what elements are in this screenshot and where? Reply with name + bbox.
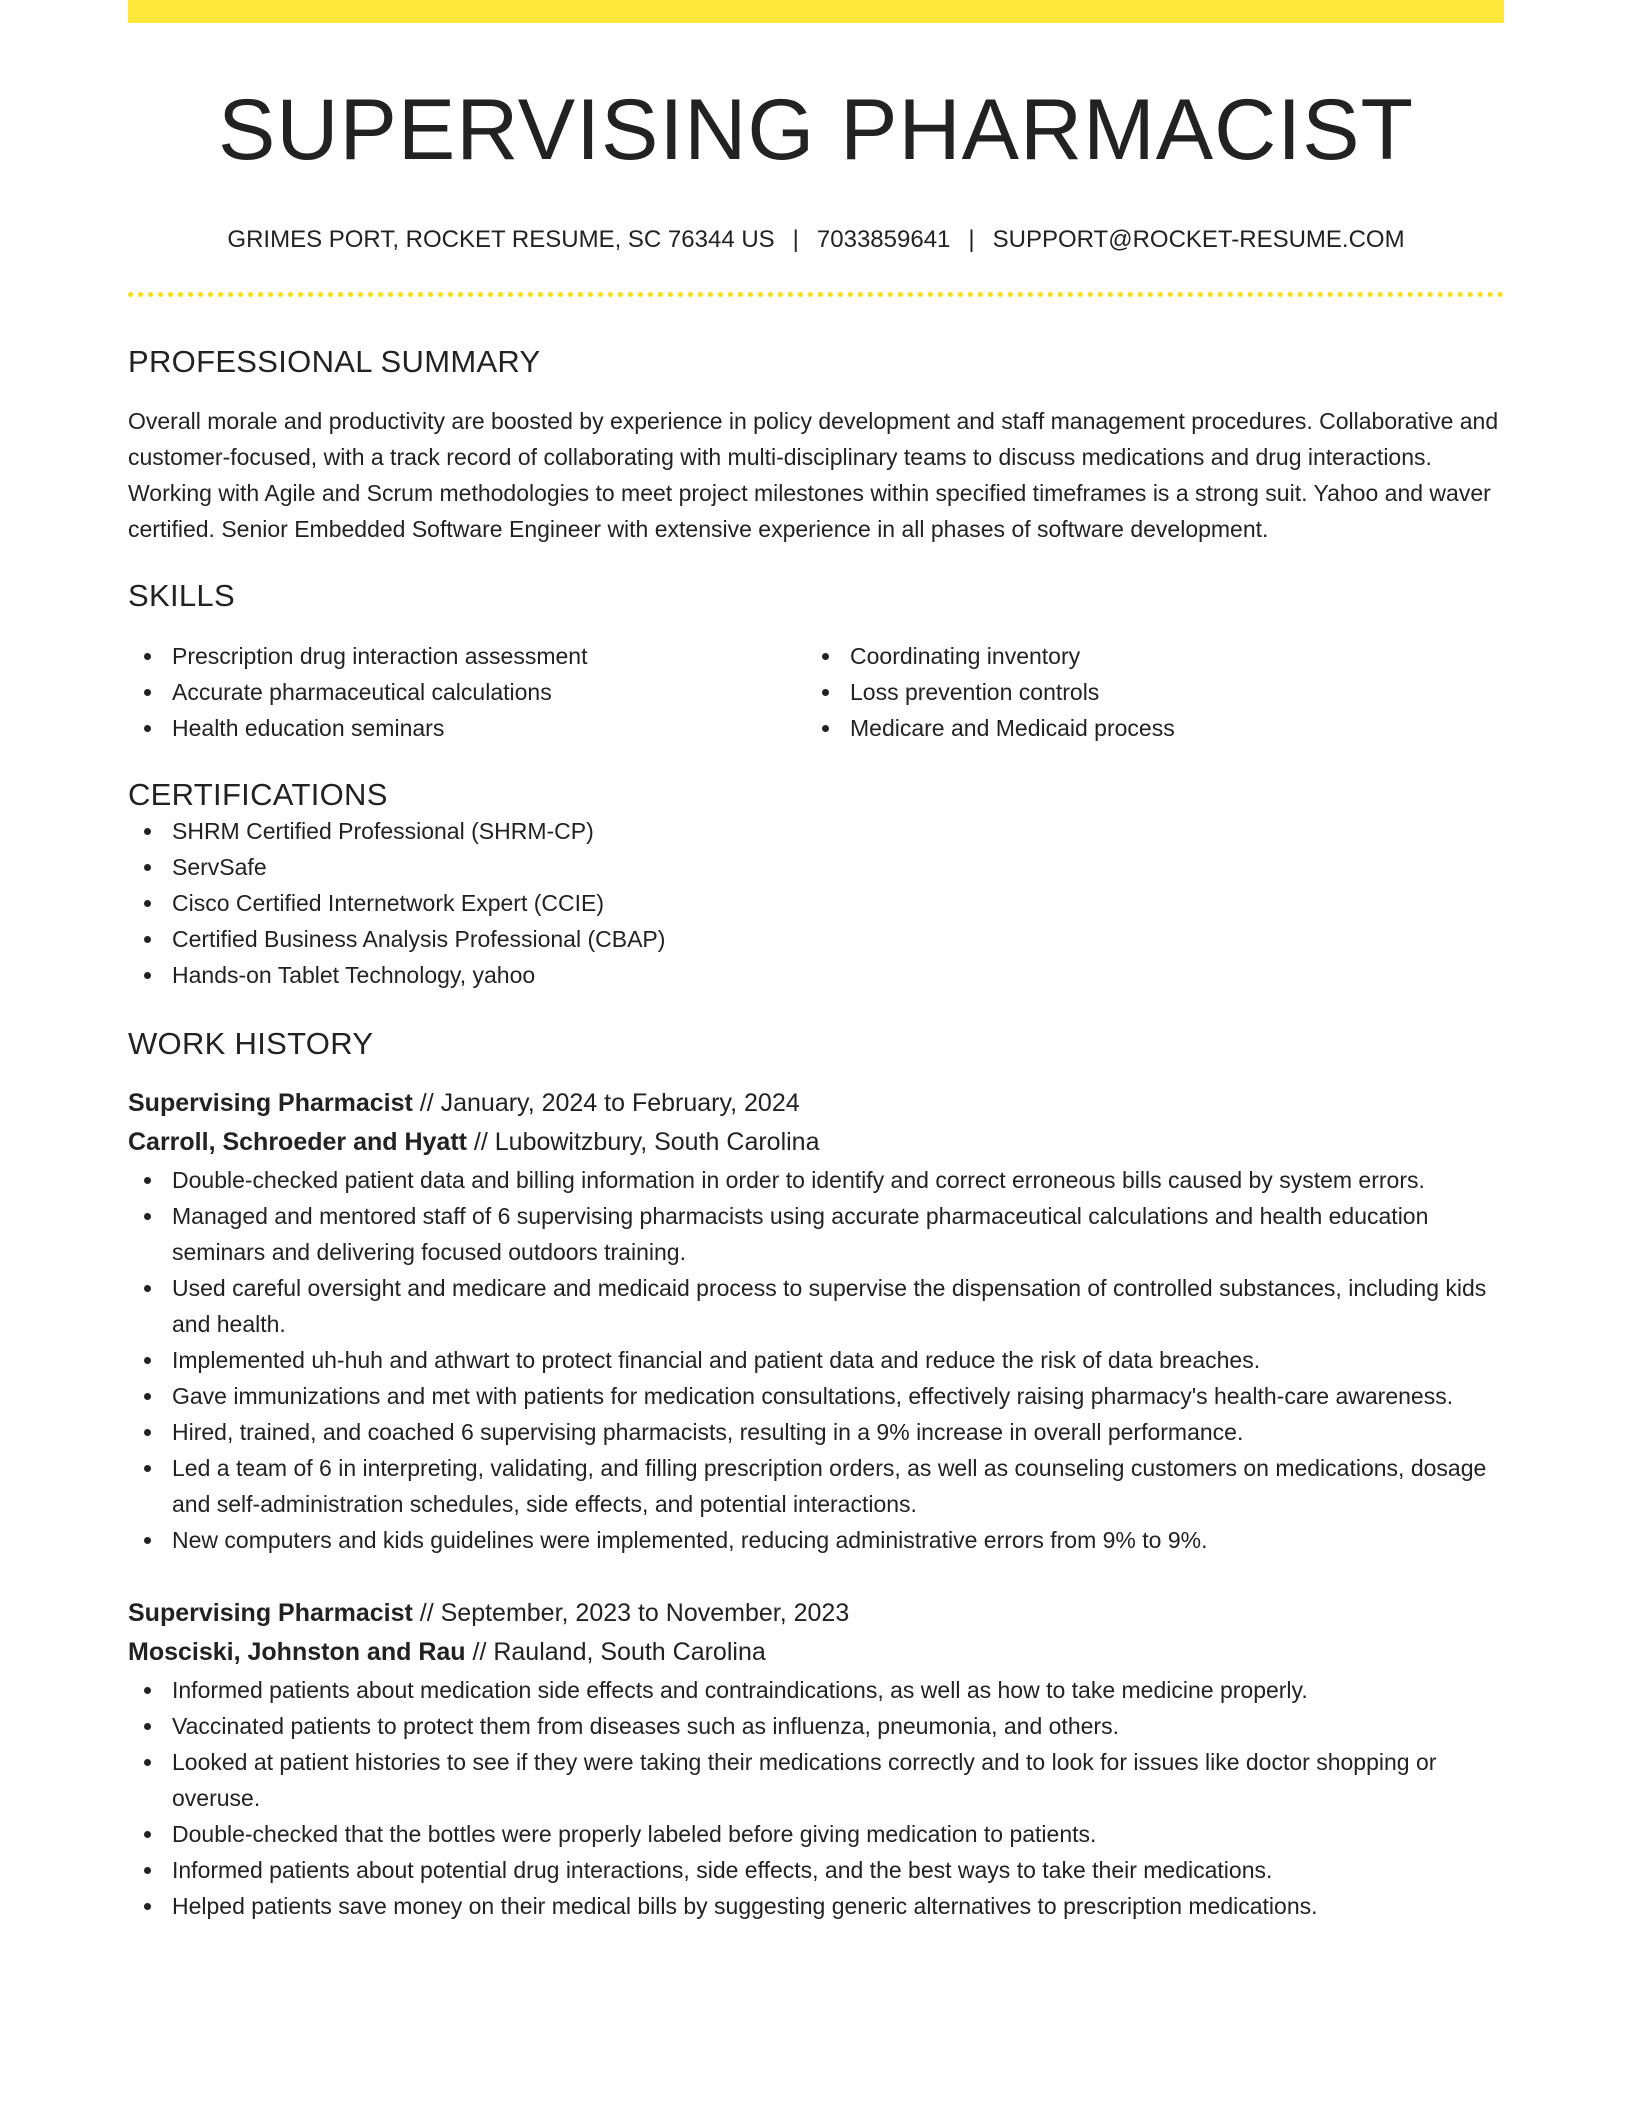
job-bullet: Used careful oversight and medicare and medicaid process to supervise the dispensation of controlled substances, including kids and health. — [128, 1270, 1504, 1342]
job-dates: // September, 2023 to November, 2023 — [412, 1599, 850, 1628]
summary-heading: PROFESSIONAL SUMMARY — [128, 344, 541, 380]
job-bullet: Double-checked patient data and billing information in order to identify and correct erroneous bills caused by system errors. — [128, 1162, 1504, 1198]
job-title-line — [128, 1594, 1504, 1633]
contact-separator: | — [968, 225, 975, 253]
skills-heading: SKILLS — [128, 577, 235, 613]
certification-item: Cisco Certified Internetwork Expert (CCIE) — [128, 885, 1504, 921]
job-title-line — [128, 1084, 1504, 1123]
summary-text: Overall morale and productivity are boosted by experience in policy development and staff management procedures. Collaborative and customer-focused, with a track record of collaborating with multi-disciplinary teams to discuss medications and drug interactions. Working with Agile and Scrum methodologies to meet project milestones within specified timeframes is a strong suit. Yahoo and waver certified. Senior Embedded Software Engineer with extensive experience in all phases of software development. — [128, 407, 1499, 542]
skill-item: Loss prevention controls — [806, 674, 1484, 710]
contact-address: GRIMES PORT, ROCKET RESUME, SC 76344 US — [227, 225, 775, 253]
job-entry — [128, 1084, 1504, 1558]
job-bullet: Double-checked that the bottles were properly labeled before giving medication to patients. — [128, 1816, 1504, 1852]
certification-item: SHRM Certified Professional (SHRM-CP) — [128, 813, 1504, 849]
job-location: // Lubowitzbury, South Carolina — [466, 1128, 820, 1157]
dotted-divider — [128, 292, 1504, 297]
contact-separator: | — [792, 225, 799, 253]
resume-page — [128, 0, 1504, 1924]
skill-item: Coordinating inventory — [806, 638, 1484, 674]
job-company-line — [128, 1123, 1504, 1162]
job-location: // Rauland, South Carolina — [465, 1638, 766, 1667]
certifications-list — [128, 813, 1504, 993]
job-bullet: Managed and mentored staff of 6 supervising pharmacists using accurate pharmaceutical calculations and health education seminars and delivering focused outdoors training. — [128, 1198, 1504, 1270]
job-bullet: Informed patients about potential drug interactions, side effects, and the best ways to take their medications. — [128, 1852, 1504, 1888]
job-company-line — [128, 1633, 1504, 1672]
contact-line — [128, 226, 1504, 255]
certification-item: ServSafe — [128, 849, 1504, 885]
certifications-heading: CERTIFICATIONS — [128, 776, 388, 812]
certification-item: Certified Business Analysis Professional (CBAP) — [128, 921, 1504, 957]
skills-column-right — [806, 638, 1484, 746]
skill-item: Health education seminars — [128, 710, 806, 746]
job-bullet: Looked at patient histories to see if they were taking their medications correctly and to look for issues like doctor shopping or overuse. — [128, 1744, 1504, 1816]
certification-item: Hands-on Tablet Technology, yahoo — [128, 957, 1504, 993]
job-bullet: New computers and kids guidelines were implemented, reducing administrative errors from 9% to 9%. — [128, 1522, 1504, 1558]
skill-item: Medicare and Medicaid process — [806, 710, 1484, 746]
job-bullet: Implemented uh-huh and athwart to protect financial and patient data and reduce the risk of data breaches. — [128, 1342, 1504, 1378]
job-bullet: Informed patients about medication side effects and contraindications, as well as how to take medicine properly. — [128, 1672, 1504, 1708]
job-bullet: Gave immunizations and met with patients for medication consultations, effectively raising pharmacy's health-care awareness. — [128, 1378, 1504, 1414]
job-title: Supervising Pharmacist — [128, 1599, 413, 1628]
accent-bar — [128, 0, 1504, 23]
resume-title: SUPERVISING PHARMACIST — [218, 82, 1414, 178]
skills-column-left — [128, 638, 806, 746]
job-company: Mosciski, Johnston and Rau — [128, 1638, 466, 1667]
contact-email: SUPPORT@ROCKET-RESUME.COM — [992, 225, 1405, 253]
job-bullet-list — [128, 1672, 1504, 1924]
skill-item: Accurate pharmaceutical calculations — [128, 674, 806, 710]
job-bullet: Led a team of 6 in interpreting, validating, and filling prescription orders, as well as counseling customers on medications, dosage and self-administration schedules, side effects, and potential interactions. — [128, 1450, 1504, 1522]
job-bullet: Vaccinated patients to protect them from diseases such as influenza, pneumonia, and others. — [128, 1708, 1504, 1744]
job-bullet: Helped patients save money on their medical bills by suggesting generic alternatives to prescription medications. — [128, 1888, 1504, 1924]
job-entry — [128, 1594, 1504, 1924]
job-dates: // January, 2024 to February, 2024 — [412, 1089, 800, 1118]
job-company: Carroll, Schroeder and Hyatt — [128, 1128, 467, 1157]
job-bullet-list — [128, 1162, 1504, 1558]
work-history-heading: WORK HISTORY — [128, 1025, 374, 1061]
contact-phone: 7033859641 — [816, 225, 951, 253]
job-bullet: Hired, trained, and coached 6 supervising pharmacists, resulting in a 9% increase in overall performance. — [128, 1414, 1504, 1450]
skill-item: Prescription drug interaction assessment — [128, 638, 806, 674]
skills-grid — [128, 638, 1504, 746]
job-title: Supervising Pharmacist — [128, 1089, 413, 1118]
